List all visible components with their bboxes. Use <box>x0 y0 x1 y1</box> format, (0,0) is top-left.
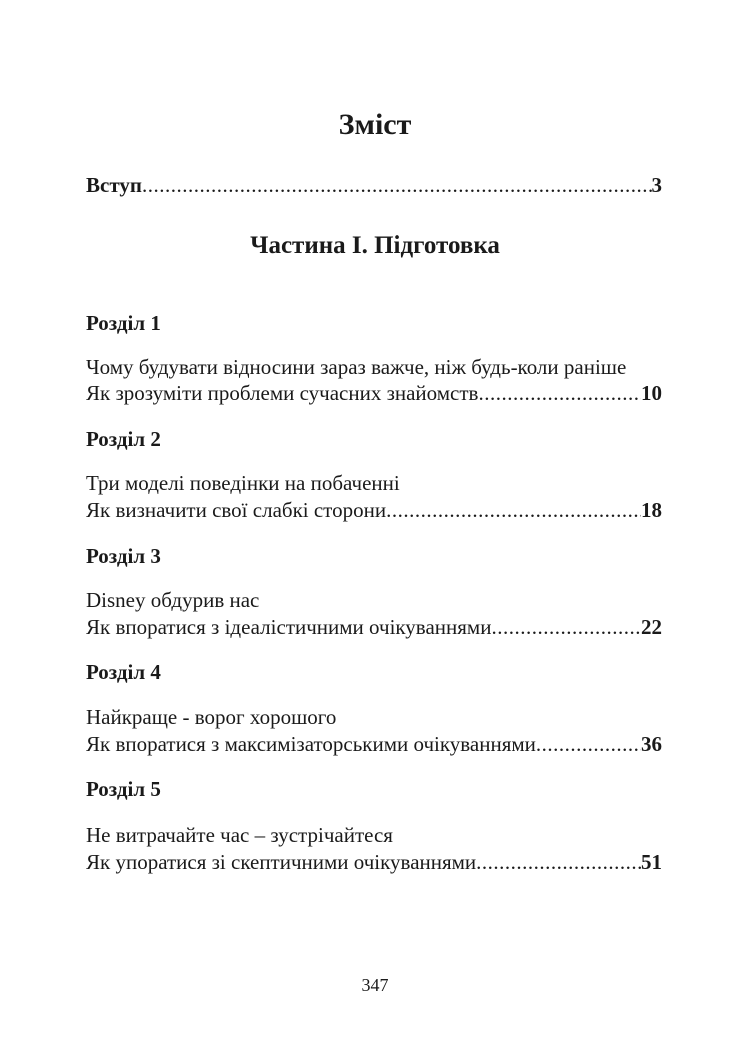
chapter-label: Розділ 5 <box>86 777 161 801</box>
chapter-subtitle: Як впоратися з ідеалістичними очікуваннями <box>86 615 492 639</box>
chapter-label: Розділ 4 <box>86 660 161 684</box>
chapter-subtitle: Як впоратися з максимізаторськими очікуваннями <box>86 732 536 756</box>
chapter-title: Не витрачайте час – зустрічайтеся <box>86 823 393 847</box>
dot-leader <box>142 172 652 198</box>
chapter-title: Найкраще - ворог хорошого <box>86 705 337 729</box>
toc-entry-chapter-5 <box>86 849 662 875</box>
chapter-subtitle: Як упоратися зі скептичними очікуваннями <box>86 850 477 874</box>
toc-entry-intro <box>86 172 662 198</box>
dot-leader <box>536 731 641 757</box>
toc-page-number: 36 <box>641 732 662 756</box>
chapter-title: Три моделі поведінки на побаченні <box>86 471 400 495</box>
part-title: Частина І. Підготовка <box>250 232 500 259</box>
toc-page-number: 51 <box>641 850 662 874</box>
dot-leader <box>476 849 641 875</box>
toc-page-number: 10 <box>641 381 662 405</box>
dot-leader <box>491 614 641 640</box>
dot-leader <box>386 497 641 523</box>
chapter-label: Розділ 2 <box>86 427 161 451</box>
page-number: 347 <box>361 975 389 995</box>
toc-page-number: 22 <box>641 615 662 639</box>
chapter-subtitle: Як визначити свої слабкі сторони <box>86 498 387 522</box>
toc-page-number: 18 <box>641 498 662 522</box>
toc-entry-chapter-1 <box>86 380 662 406</box>
chapter-label: Розділ 1 <box>86 311 161 335</box>
dot-leader <box>478 380 641 406</box>
chapter-subtitle: Як зрозуміти проблеми сучасних знайомств <box>86 381 479 405</box>
chapter-title: Disney обдурив нас <box>86 588 260 612</box>
toc-page-number: 3 <box>651 173 662 197</box>
toc-entry-chapter-3 <box>86 614 662 640</box>
page-title: Зміст <box>338 108 412 141</box>
chapter-label: Розділ 3 <box>86 544 161 568</box>
chapter-title: Чому будувати відносини зараз важче, ніж будь-коли раніше <box>86 355 627 379</box>
toc-entry-label: Вступ <box>86 173 142 197</box>
toc-entry-chapter-4 <box>86 731 662 757</box>
toc-entry-chapter-2 <box>86 497 662 523</box>
